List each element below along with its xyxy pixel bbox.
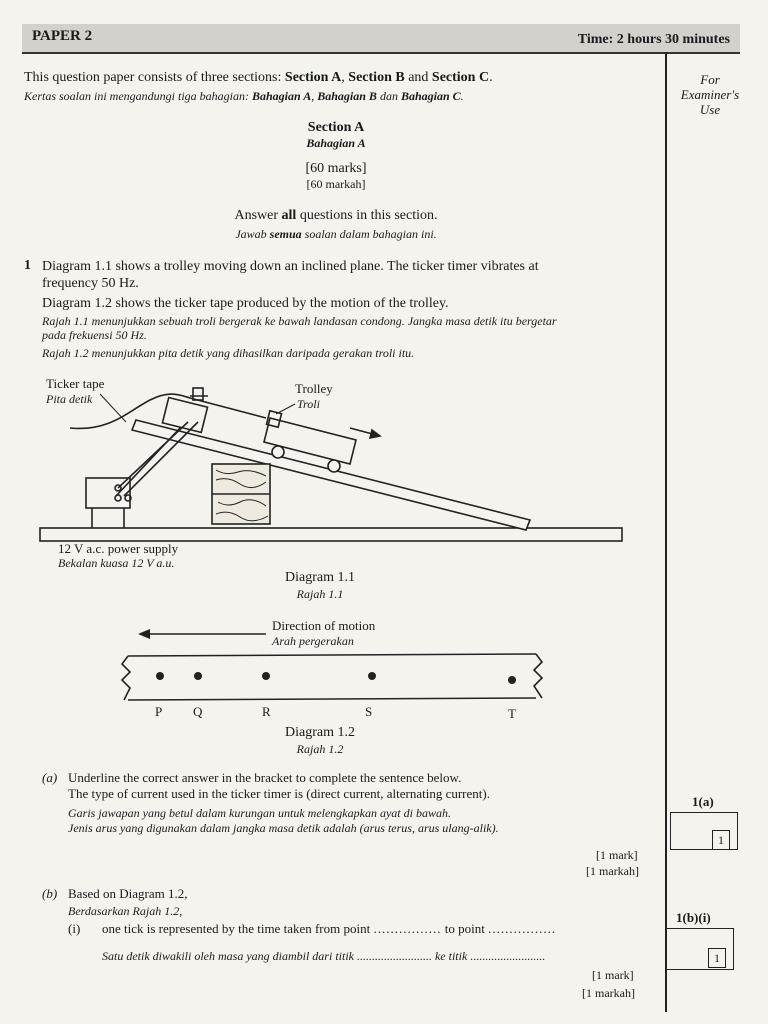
dot-p — [156, 672, 164, 680]
section-instruction: Answer all questions in this section. — [234, 208, 438, 223]
tape-bottom-edge — [128, 698, 536, 700]
examiner-use-label — [672, 72, 748, 117]
tape-right-tear — [534, 654, 542, 698]
answer-blank-1[interactable]: ................ — [373, 921, 442, 936]
part-b-text-ms: Berdasarkan Rajah 1.2, — [68, 904, 183, 918]
intro-english: This question paper consists of three sections: Section A, Section B and Section C. — [24, 70, 493, 85]
tape-left-tear — [122, 656, 130, 700]
part-b-i-label: (i) — [68, 921, 81, 936]
dot-t — [508, 676, 516, 684]
diagram-1-1-caption-ms: Rajah 1.1 — [296, 587, 344, 601]
question-number: 1 — [24, 258, 31, 273]
tape-top-edge — [128, 654, 536, 656]
diagram-1-1 — [0, 370, 665, 570]
label-trolley: Trolley — [295, 381, 333, 396]
part-a-label: (a) — [42, 770, 58, 785]
section-instruction-ms: Jawab semua soalan dalam bahagian ini. — [235, 227, 437, 241]
part-b-i-text-ms: Satu detik diwakili oleh masa yang diambil dari titik ......................... ke titik ......................... — [102, 949, 546, 963]
label-ticker-tape: Ticker tape — [46, 376, 105, 391]
part-b-text: Based on Diagram 1.2, — [68, 886, 188, 901]
label-trolley-ms: Troli — [297, 397, 320, 411]
question-text: Diagram 1.1 shows a trolley moving down an inclined plane. The ticker timer vibrates at frequency 50 Hz. Diagram 1.2 shows the ticker tape produced by the motion of the trolley. — [42, 259, 539, 311]
inclined-plane — [132, 420, 530, 530]
diagram-1-2-caption-ms: Rajah 1.2 — [296, 742, 344, 756]
diagram-1-1-caption: Diagram 1.1 — [285, 570, 355, 585]
box-1bi-value: 1 — [708, 948, 726, 968]
part-a-text-ms: Garis jawapan yang betul dalam kurungan untuk melengkapkan ayat di bawah. Jenis arus yang digunakan dalam jangka masa detik adalah (arus terus, arus ulang-alik). — [68, 806, 499, 835]
dot-s — [368, 672, 376, 680]
diagram-1-2-caption: Diagram 1.2 — [285, 725, 355, 740]
paper-label: PAPER 2 — [32, 28, 93, 44]
part-b-mark: [1 mark] — [592, 968, 634, 982]
label-power-supply-ms: Bekalan kuasa 12 V a.u. — [58, 556, 175, 570]
label-ticker-tape-ms: Pita detik — [46, 392, 93, 406]
label-point-p: P — [155, 704, 163, 719]
section-title: Section A — [307, 120, 365, 135]
intro-malay: Kertas soalan ini mengandungi tiga bahagian: Bahagian A, Bahagian B dan Bahagian C. — [24, 89, 464, 103]
label-direction-ms: Arah pergerakan — [272, 634, 354, 648]
label-power-supply: 12 V a.c. power supply — [58, 541, 179, 556]
section-marks-ms: [60 markah] — [306, 177, 366, 191]
label-point-q: Q — [193, 704, 203, 719]
examiner-line-3: Use — [699, 102, 721, 117]
section-marks: [60 marks] — [305, 161, 367, 176]
examiner-line-1: For — [700, 72, 720, 87]
examiner-column-divider — [665, 52, 667, 1012]
part-b-label: (b) — [42, 886, 58, 901]
part-a-mark: [1 mark] — [596, 848, 638, 862]
ticker-clamp — [193, 388, 203, 400]
box-1a-value: 1 — [712, 830, 730, 850]
box-1a-label: 1(a) — [692, 794, 714, 809]
part-b-mark-ms: [1 markah] — [582, 986, 635, 1000]
section-title-ms: Bahagian A — [306, 136, 366, 150]
label-point-r: R — [262, 704, 271, 719]
ticker-timer — [162, 398, 207, 433]
box-1bi-label: 1(b)(i) — [676, 910, 711, 925]
examiner-line-2: Examiner's — [680, 87, 740, 102]
part-a-text: Underline the correct answer in the bracket to complete the sentence below. The type of current used in the ticker timer is (direct current, alternating current). — [68, 770, 490, 801]
time-label: Time: 2 hours 30 minutes — [577, 32, 730, 47]
part-a-mark-ms: [1 markah] — [586, 864, 639, 878]
label-point-t: T — [508, 706, 516, 721]
base-board — [40, 528, 622, 541]
header-bar — [22, 24, 740, 54]
answer-blank-2[interactable]: ................ — [488, 921, 557, 936]
label-point-s: S — [365, 704, 373, 719]
section-heading — [236, 120, 436, 192]
question-text-ms: Rajah 1.1 menunjukkan sebuah troli bergerak ke bawah landasan condong. Jangka masa detik itu bergetar pada frekuensi 50 Hz. Rajah 1.2 menunjukkan pita detik yang dihasilkan daripada gerakan troli itu. — [42, 314, 557, 360]
part-b-i-text: one tick is represented by the time taken from point ................ to point ................ — [102, 921, 557, 936]
label-direction: Direction of motion — [272, 618, 376, 633]
dot-r — [262, 672, 270, 680]
dot-q — [194, 672, 202, 680]
